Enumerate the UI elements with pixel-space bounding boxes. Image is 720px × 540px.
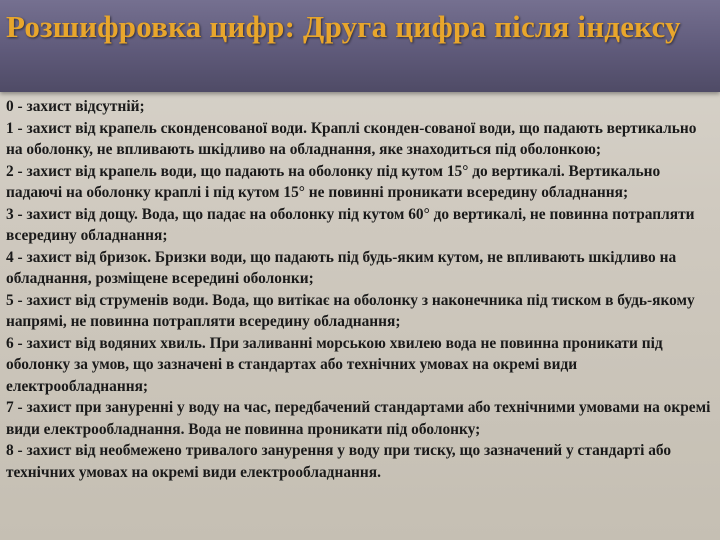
list-item-6: 6 - захист від водяних хвиль. При заливанні морською хвилею вода не повинна проникати під оболонку за умов, що зазначені в стандартах або технічних умовах на окремі види електрообладнання;	[6, 334, 663, 395]
slide-title: Розшифровка цифр: Друга цифра після індексу	[6, 9, 681, 44]
slide-body	[6, 96, 714, 483]
list-item-7: 7 - захист при зануренні у воду на час, передбачений стандартами або технічними умовами на окремі види електрообладнання. Вода не повинна проникати під оболонку;	[6, 399, 711, 438]
list-item-2: 2 - захист від крапель води, що падають на оболонку під кутом 15° до вертикалі. Вертикально падаючі на оболонку краплі і під кутом 15° не повинні проникати всередину обладнання;	[6, 162, 661, 201]
list-item-4: 4 - захист від бризок. Бризки води, що падають під будь-яким кутом, не впливають шкідливо на обладнання, розміщене всередині оболонки;	[6, 248, 677, 287]
list-item-8: 8 - захист від необмежено тривалого занурення у воду при тиску, що зазначений у стандарті або технічних умовах на окремі види електрообладнання.	[6, 442, 672, 481]
list-item-3: 3 - захист від дощу. Вода, що падає на оболонку під кутом 60° до вертикалі, не повинна потрапляти всередину обладнання;	[6, 205, 695, 244]
title-bar	[0, 0, 720, 92]
list-item-0: 0 - захист відсутній;	[6, 98, 145, 115]
list-item-5: 5 - захист від струменів води. Вода, що витікає на оболонку з наконечника під тиском в будь-якому напрямі, не повинна потрапляти всередину обладнання;	[6, 291, 695, 330]
list-item-1: 1 - захист від крапель сконденсованої води. Краплі сконден-сованої води, що падають вертикально на оболонку, не впливають шкідливо на обладнання, яке знаходиться під оболонкою;	[6, 119, 697, 158]
